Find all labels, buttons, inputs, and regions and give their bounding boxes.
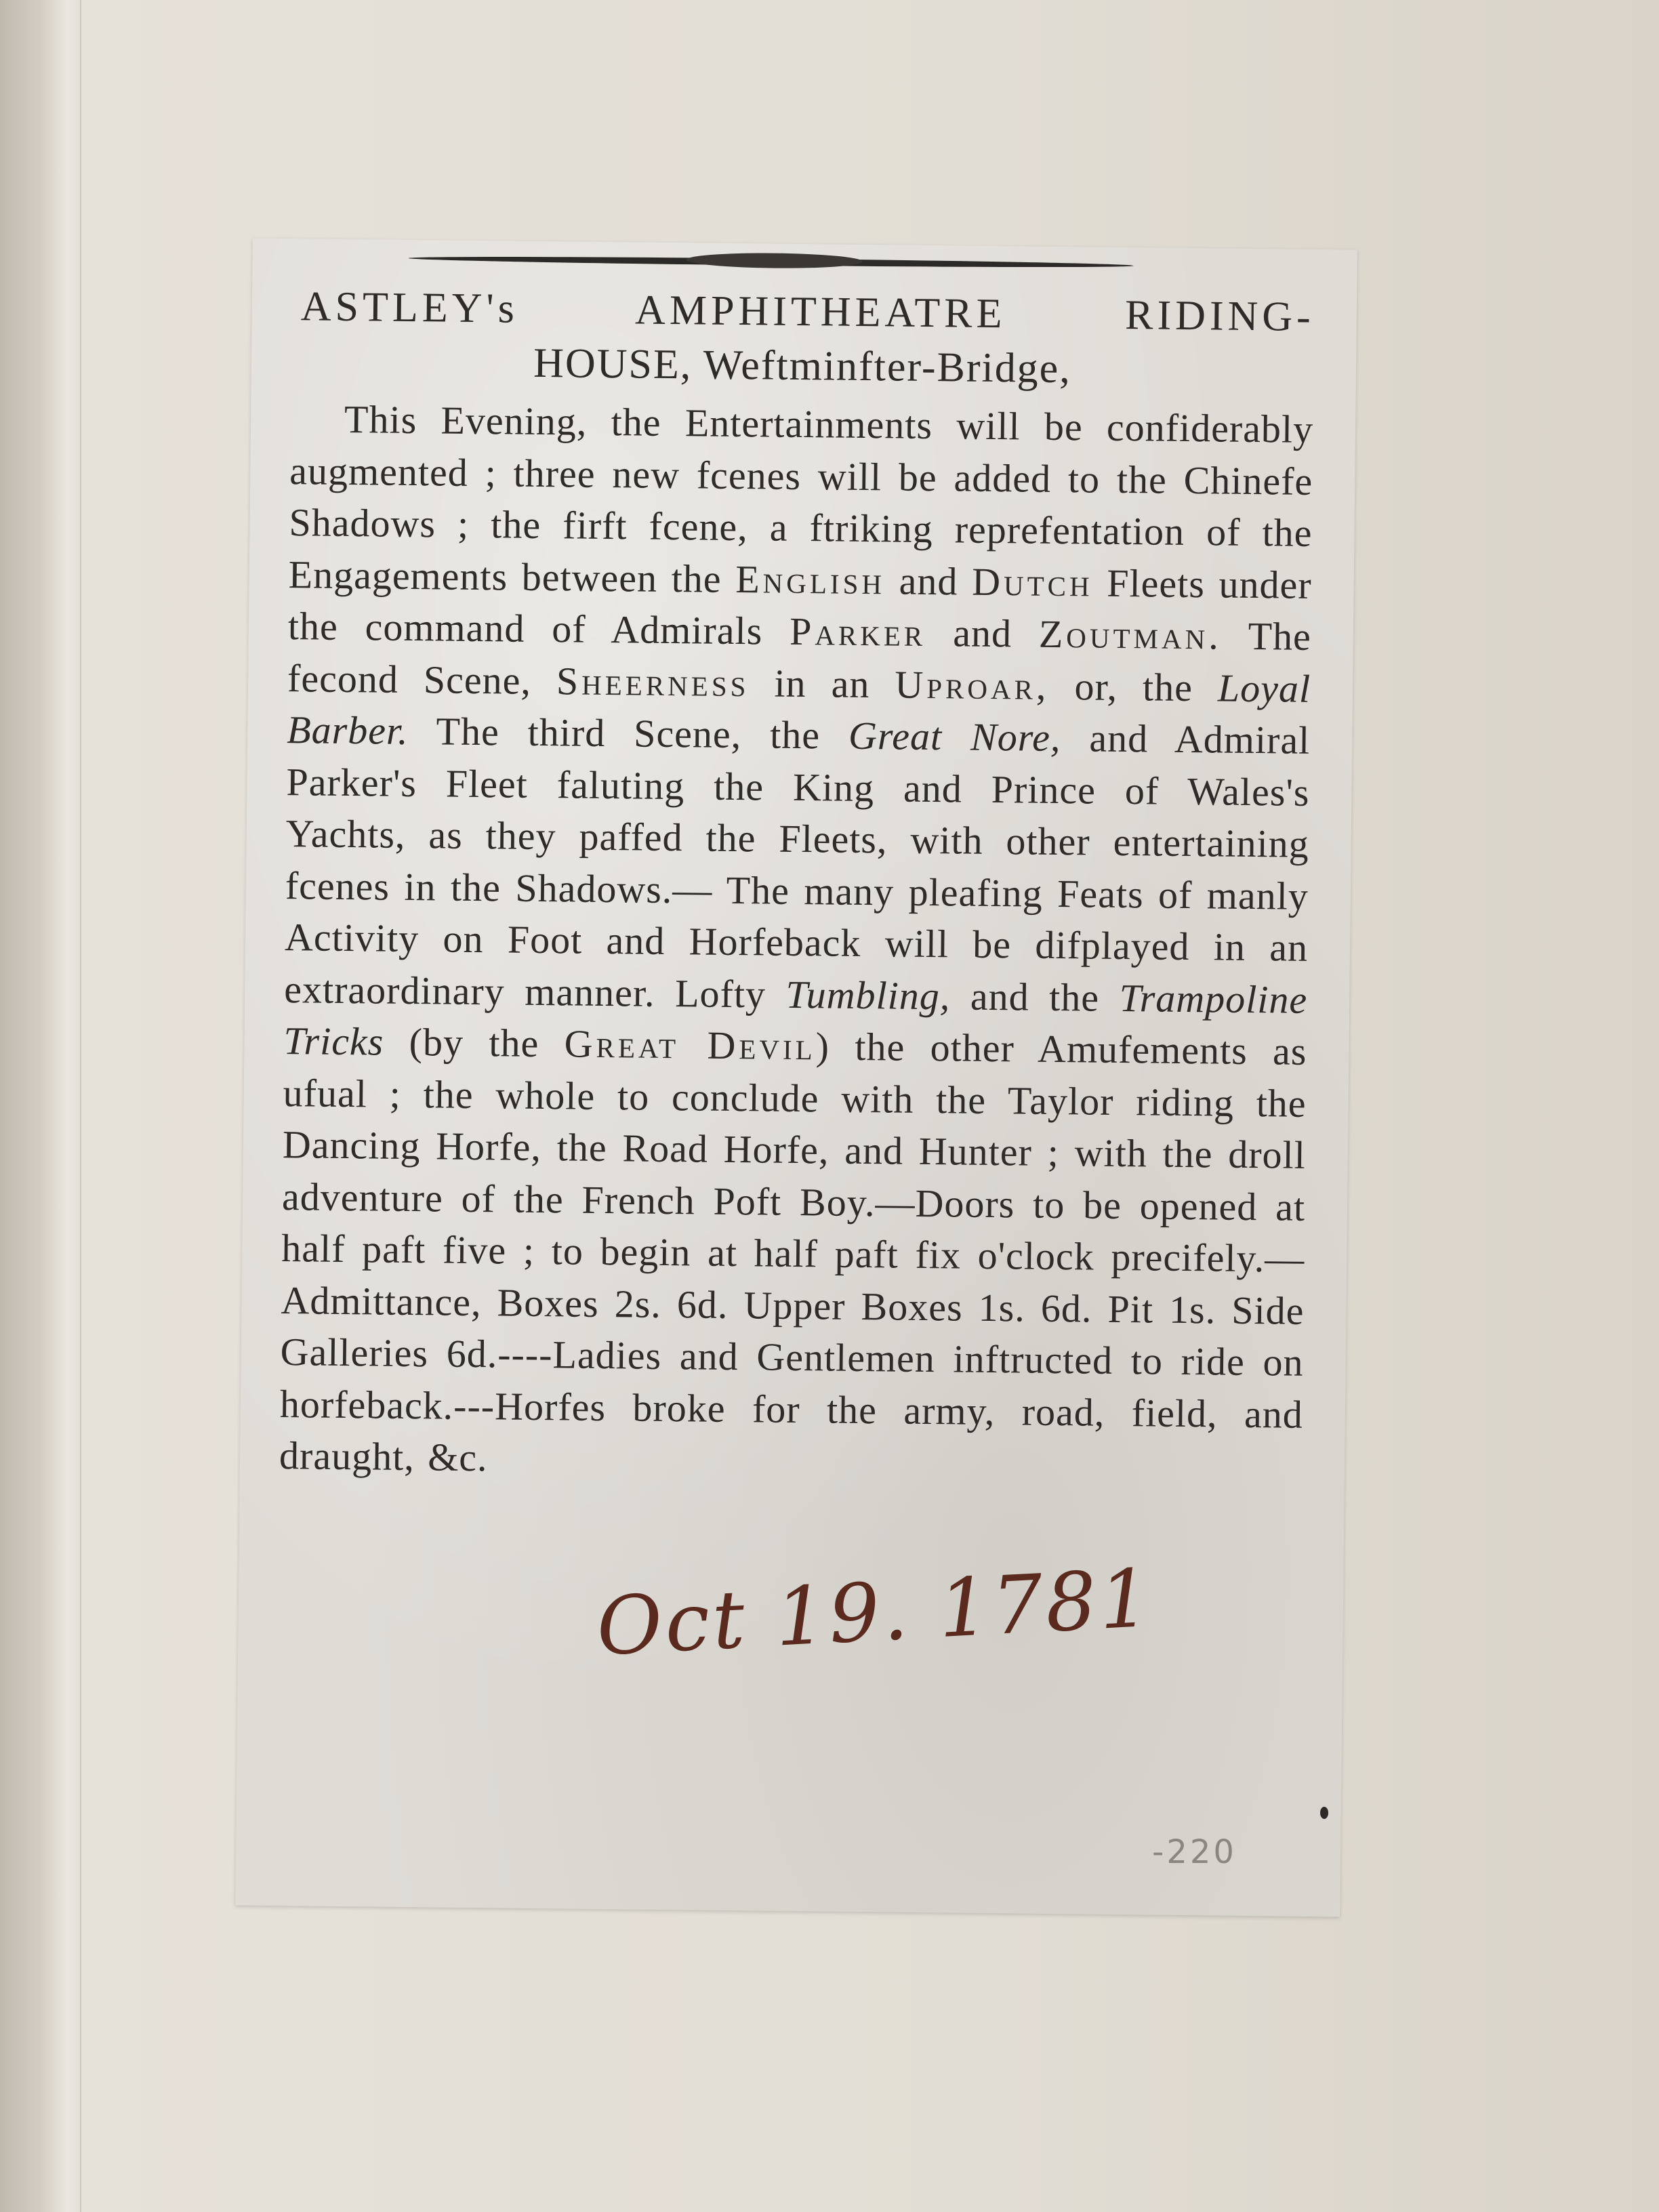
body-text: and — [884, 558, 972, 604]
ink-mark — [1320, 1807, 1328, 1819]
body-text: and Admiral Parker's Fleet faluting the King and Prince of Wales's Yachts, as they paffed the Fleets, with other entertaining fcenes in the Shadows.— The many pleafing Feats of manly Activity on Foot and Horfeback will be difplayed in an extraordinary manner. Lofty — [283, 716, 1311, 1017]
body-smallcaps: Parker — [789, 609, 926, 655]
advertisement-body — [279, 393, 1314, 1492]
body-italic: Great Nore, — [848, 713, 1061, 760]
body-text: (by the — [383, 1019, 565, 1066]
body-smallcaps: Dutch — [971, 559, 1094, 605]
book-binding-edge — [0, 0, 81, 2212]
body-text: This Evening, the Entertainments will be confiderably augmented ; three new fcenes will be added to the Chinefe Shadows ; the firft fcene, a ftriking reprefentation of the Engagements between the — [288, 396, 1314, 601]
body-smallcaps: Zoutman. — [1038, 611, 1223, 658]
body-text: and — [926, 610, 1040, 656]
body-text: The fecond Scene, — [287, 613, 1312, 703]
body-text: and the — [949, 973, 1120, 1020]
body-text: ) the other Amufements as ufual ; the whole to conclude with the Taylor riding the Dancing Horfe, the Road Horfe, and Hunter ; with the droll adventure of the French Poft Boy.—Doors to be opened at half paft five ; to begin at half paft fix o'clock precifely.—Admittance, Boxes 2s. 6d. Upper Boxes 1s. 6d. Pit 1s. Side Galleries 6d.----Ladies and Gentlemen inftructed to ride on horfeback.---Horfes broke for the army, road, field, and draught, &c. — [279, 1024, 1307, 1480]
body-italic: Trampoline Tricks — [283, 975, 1308, 1064]
body-text: The third Scene, the — [408, 708, 849, 758]
headline-line-1: ASTLEY's AMPHITHEATRE RIDING- — [300, 283, 1315, 340]
pencil-page-number: -220 — [1152, 1833, 1237, 1871]
body-smallcaps: Sheerness — [556, 658, 750, 705]
handwritten-date-annotation: Oct 19. 1781 — [594, 1551, 1155, 1674]
advertisement-text — [279, 279, 1315, 1492]
body-smallcaps: Uproar, — [895, 661, 1050, 708]
headline-line-2: HOUSE, Weftminfter-Bridge, — [533, 340, 1072, 392]
body-smallcaps: Great Devil — [564, 1021, 817, 1069]
body-text: or, the — [1049, 663, 1218, 710]
newspaper-clipping — [235, 239, 1357, 1917]
body-smallcaps: English — [735, 556, 886, 602]
body-text: Fleets under the command of Admirals — [287, 560, 1312, 653]
rule-ornament — [687, 252, 863, 269]
body-italic: Loyal Barber. — [286, 665, 1311, 753]
body-text: in an — [749, 660, 895, 706]
body-italic: Tumbling, — [785, 972, 951, 1018]
